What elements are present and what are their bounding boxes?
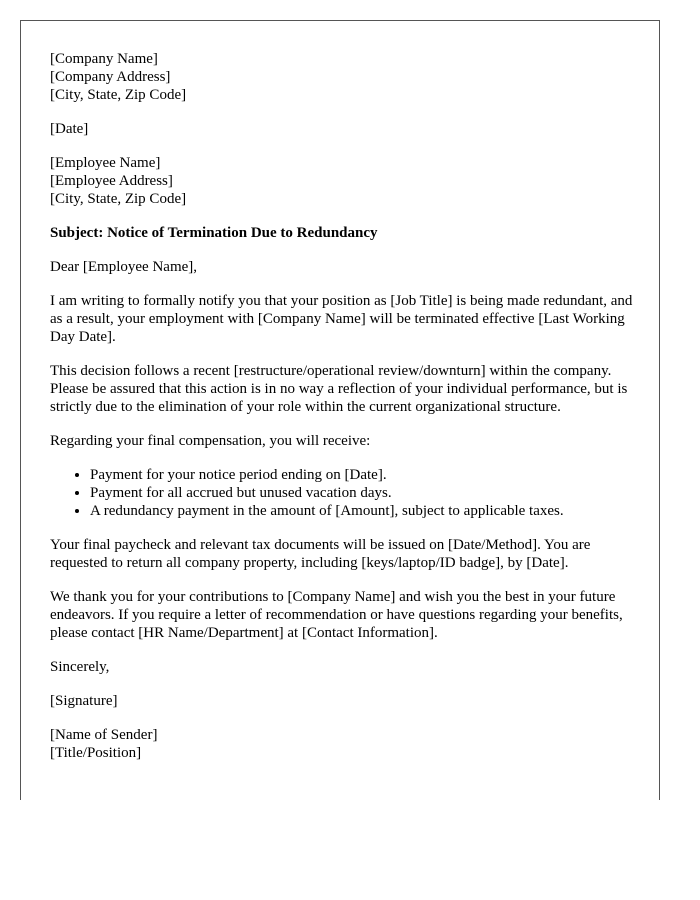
signature: [Signature] [50, 693, 118, 709]
sender-company-address: [Company Address] [50, 69, 171, 85]
subject-line: Subject: Notice of Termination Due to Redundancy [50, 225, 378, 241]
signer-title: [Title/Position] [50, 745, 142, 761]
recipient-address [50, 154, 635, 208]
paragraph-notification: I am writing to formally notify you that your position as [Job Title] is being made redundant, and as a result, your employment with [Company Name] will be terminated effective [Last Working Day Date]. [50, 293, 633, 345]
compensation-list [50, 466, 635, 520]
salutation: Dear [Employee Name], [50, 259, 198, 275]
letter-date: [Date] [50, 121, 89, 137]
list-item: • Payment for all accrued but unused vacation days. [90, 484, 635, 502]
paragraph-compensation-intro: Regarding your final compensation, you will receive: [50, 433, 371, 449]
recipient-city-state-zip: [City, State, Zip Code] [50, 191, 187, 207]
sender-city-state-zip: [City, State, Zip Code] [50, 87, 187, 103]
sender-company-name: [Company Name] [50, 51, 158, 67]
list-item: • A redundancy payment in the amount of [Amount], subject to applicable taxes. [90, 502, 635, 520]
sender-address [50, 50, 635, 104]
paragraph-final-paycheck: Your final paycheck and relevant tax documents will be issued on [Date/Method]. You are requested to return all company property, including [keys/laptop/ID badge], by [Date]. [50, 537, 591, 571]
recipient-name: [Employee Name] [50, 155, 161, 171]
closing: Sincerely, [50, 659, 110, 675]
letter-body [50, 50, 635, 778]
letter-page [20, 20, 660, 800]
paragraph-thanks: We thank you for your contributions to [Company Name] and wish you the best in your future endeavors. If you require a letter of recommendation or have questions regarding your benefits, please contact [HR Name/Department] at [Contact Information]. [50, 589, 623, 641]
list-item: • Payment for your notice period ending on [Date]. [90, 466, 635, 484]
signer-name: [Name of Sender] [50, 727, 158, 743]
recipient-address-line: [Employee Address] [50, 173, 173, 189]
paragraph-reason: This decision follows a recent [restructure/operational review/downturn] within the company. Please be assured that this action is in no way a reflection of your individual performance, but is strictly due to the elimination of your role within the current organizational structure. [50, 363, 628, 415]
signer-block [50, 726, 635, 762]
